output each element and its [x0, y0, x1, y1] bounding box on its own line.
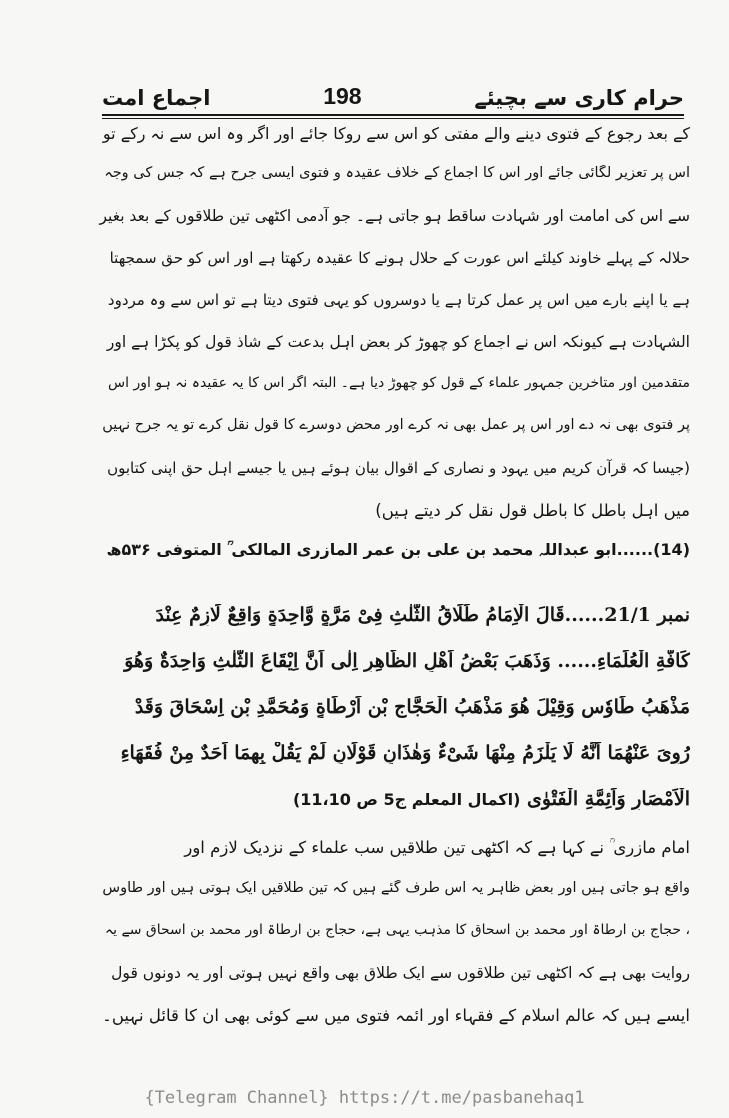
- header-rule: [102, 114, 684, 116]
- paragraph-line: الشہادت ہے کیونکہ اس نے اجماع کو چھوڑ کر بعض اہل بدعت کے شاذ قول کو پکڑا ہے اور: [106, 333, 690, 351]
- page-number: 198: [323, 83, 362, 109]
- paragraph-line: امام مازری ؒ نے کہا ہے کہ اکٹھی تین طلاقیں سب علماء کے نزدیک لازم اور: [184, 838, 690, 857]
- arabic-quote-line: مَذْهَبُ طَاوٗسٍ وَقِیْلَ هُوَ مَذْهَبُ الْحَجَّاجِ بْنِ اَرْطَاةٍ وَمُحَمَّدِ بْنِ اِسْحَاقَ وَقَدْ: [134, 696, 690, 718]
- arabic-quote-text: الْاَمْصَارِ وَاَئِمَّةِ الْفَتْوٰی: [527, 788, 690, 810]
- section-heading: (14)......ابو عبداللہ محمد بن علی بن عمر المازری المالکی ؒ المتوفی ۵۳۶ھ: [106, 540, 690, 559]
- book-title: حرام کاری سے بچیئے: [474, 86, 684, 110]
- telegram-watermark: {Telegram Channel} https://t.me/pasbanehaq1: [144, 1088, 585, 1108]
- paragraph-line: ، حجاج بن ارطاۃ اور محمد بن اسحاق کا مذہب یہی ہے، حجاج بن ارطاۃ اور محمد بن اسحاق سے یہ: [104, 922, 690, 938]
- paragraph-line: سے اس کی امامت اور شہادت ساقط ہو جاتی ہے۔ جو آدمی اکٹھی تین طلاقوں کے بعد بغیر: [99, 207, 690, 225]
- paragraph-line: ہے یا اپنے بارے میں اس پر عمل کرتا ہے یا دوسروں کو یہی فتوی دیتا ہے تو اس سے وہ مردود: [107, 291, 690, 309]
- chapter-title: اجماع امت: [102, 86, 211, 110]
- arabic-quote-line: رُوِیَ عَنْهُمَا اَنَّهُ لَا یَلْزَمُ مِنْهَا شَیْءٌ وَهٰذَانِ قَوْلَانِ لَمْ یَقُلْ بِهِمَا اَحَدٌ مِنْ فُقَهَاءِ: [120, 742, 690, 764]
- source-reference: (اکمال المعلم ج5 ص 11،10): [292, 790, 521, 809]
- paragraph-line: پر فتوی بھی نہ دے اور اس پر عمل بھی نہ کرے اور محض دوسرے کا قول نقل کرے تو یہ جرح نہیں: [102, 417, 690, 433]
- paragraph-line: کے بعد رجوع کے فتوی دینے والے مفتی کو اس سے روکا جائے اور اگر وہ اس سے نہ رکے تو: [102, 124, 690, 143]
- arabic-quote-line: کَافَّةِ الْعُلَمَاءِ...... وَذَهَبَ بَعْضُ اَهْلِ الظَّاهِرِ اِلٰی اَنَّ اِیْقَاعَ الثَّلٰثِ وَاحِدَةٌ وَهُوَ: [124, 650, 690, 672]
- arabic-quote-line: نمبر 21/1......قَالَ الْاِمَامُ طَلَاقُ الثَّلٰثِ فِیْ مَرَّةٍ وَّاحِدَةٍ وَاقِعٌ لَازِمٌ عِنْدَ: [155, 604, 690, 626]
- paragraph-line: میں اہل باطل کا باطل قول نقل کر دیتے ہیں): [375, 501, 690, 520]
- paragraph-line: روایت بھی ہے کہ اکٹھی تین طلاقوں سے ایک طلاق بھی واقع نہیں ہوتی اور یہ دونوں قول: [111, 964, 690, 982]
- paragraph-line: (جیسا کہ قرآن کریم میں یہود و نصاری کے اقوال بیان ہوئے ہیں یا جیسے اہل حق اپنی کتابوں: [107, 459, 690, 477]
- paragraph-line: متقدمین اور متاخرین جمہور علماء کے قول کو چھوڑ دیا ہے۔ البتہ اگر اس کا یہ عقیدہ نہ ہو اور اس: [108, 375, 690, 391]
- paragraph-line: واقع ہو جاتی ہیں اور بعض ظاہر یہ اس طرف گئے ہیں کہ تین طلاقیں ایک ہوتی ہیں اور طاوس: [102, 880, 690, 896]
- header-rule-thin: [102, 118, 684, 119]
- paragraph-line: اس پر تعزیر لگائی جائے اور اس کا اجماع کے خلاف عقیدہ و فتوی ایسی جرح ہے کہ جس کی وجہ: [104, 165, 690, 181]
- arabic-quote-line-last: [96, 788, 690, 810]
- paragraph-line: حلالہ کے پہلے خاوند کیلئے اس عورت کے حلال ہونے کا عقیدہ رکھتا ہے اور اس کو حق سمجھتا: [109, 249, 690, 267]
- paragraph-line: ایسے ہیں کہ عالم اسلام کے فقہاء اور ائمہ فتوی میں سے کوئی بھی ان کا قائل نہیں۔: [102, 1006, 690, 1025]
- page-header: [102, 76, 684, 110]
